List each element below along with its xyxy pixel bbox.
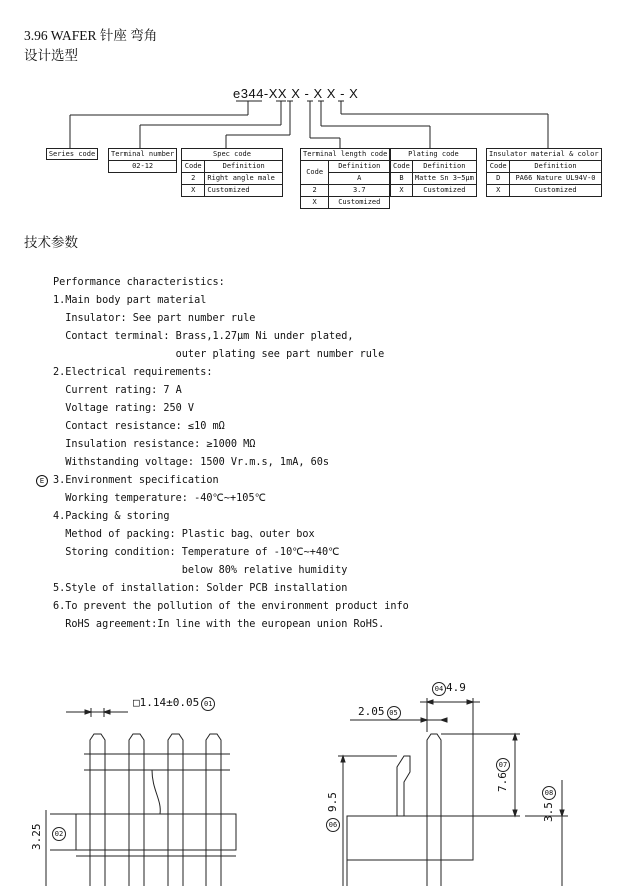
pitch-dimension <box>133 696 215 711</box>
mark-06-icon: 06 <box>326 818 340 832</box>
section-title: 技术参数 <box>24 235 78 251</box>
terminal-length-table <box>300 148 390 209</box>
performance-line: outer plating see part number rule <box>53 349 385 360</box>
environment-mark-icon: E <box>36 475 48 487</box>
length-head-def: Definition <box>329 161 390 173</box>
performance-line: Storing condition: Temperature of -10℃~+40℃ <box>53 547 340 558</box>
performance-line: 2.Electrical requirements: <box>53 367 213 378</box>
performance-line: 6.To prevent the pollution of the environment product info <box>53 601 409 612</box>
plating-row-def: Customized <box>412 185 476 197</box>
length-table-title: Terminal length code <box>301 149 390 161</box>
page-title: 3.96 WAFER 针座 弯角 <box>24 28 158 43</box>
pn-x2: X <box>291 86 301 101</box>
performance-line: Insulation resistance: ≥1000 MΩ <box>53 439 256 450</box>
spec-row-def: Customized <box>205 185 283 197</box>
height-dimension-value: 3.25 <box>30 823 43 850</box>
insulator-row-code: D <box>487 173 510 185</box>
performance-line: Withstanding voltage: 1500 Vr.m.s, 1mA, 60s <box>53 457 330 468</box>
performance-line: 3.Environment specification <box>53 475 219 486</box>
performance-line: below 80% relative humidity <box>53 565 348 576</box>
height-dimension <box>30 818 44 858</box>
dimension-3-5-value: 3.5 <box>542 802 555 822</box>
plating-table-title: Plating code <box>391 149 477 161</box>
performance-heading: Performance characteristics: <box>53 277 225 288</box>
terminal-number-box <box>108 148 177 173</box>
performance-line: Insulator: See part number rule <box>53 313 256 324</box>
insulator-head-def: Definition <box>510 161 601 173</box>
spec-head-code: Code <box>182 161 205 173</box>
spec-row-code: 2 <box>182 173 205 185</box>
part-number-code <box>233 86 358 101</box>
dimension-4-9-value: 4.9 <box>446 681 466 694</box>
performance-line: RoHS agreement:In line with the european union RoHS. <box>53 619 385 630</box>
spec-head-def: Definition <box>205 161 283 173</box>
technical-drawing <box>0 670 641 886</box>
length-head-code: Code <box>301 161 329 185</box>
performance-line: Contact resistance: ≤10 mΩ <box>53 421 225 432</box>
mark-08-icon: 08 <box>542 786 556 800</box>
pn-x1: XX <box>268 86 288 101</box>
dimension-7-6-value: 7.6 <box>496 772 509 792</box>
series-code-box: Series code <box>46 148 98 160</box>
performance-line: 4.Packing & storing <box>53 511 170 522</box>
pn-sep: - <box>340 86 345 101</box>
page-subtitle: 设计选型 <box>24 48 78 64</box>
pn-x5: X <box>349 86 359 101</box>
performance-line: Method of packing: Plastic bag、outer box <box>53 529 315 540</box>
length-row-def: A <box>329 173 390 185</box>
insulator-material-table <box>486 148 602 197</box>
dimension-9-5-value: 9.5 <box>326 792 339 812</box>
pn-sep: - <box>304 86 310 101</box>
dimension-3-5 <box>542 788 556 858</box>
pn-x3: X <box>313 86 323 101</box>
mark-02-icon: 02 <box>52 827 66 841</box>
spec-row-def: Right angle male <box>205 173 283 185</box>
spec-row-code: X <box>182 185 205 197</box>
plating-head-def: Definition <box>412 161 476 173</box>
part-number-diagram <box>0 80 641 215</box>
dimension-2-05-value: 2.05 <box>358 705 385 718</box>
mark-01-icon: 01 <box>201 697 215 711</box>
pn-x4: X <box>326 86 336 101</box>
dimension-2-05 <box>358 705 401 720</box>
insulator-row-def: PA66 Nature UL94V-0 <box>510 173 601 185</box>
performance-line: Contact terminal: Brass,1.27μm Ni under plated, <box>53 331 354 342</box>
terminal-number-value: 02-12 <box>109 161 177 173</box>
performance-line: Working temperature: -40℃~+105℃ <box>53 493 267 504</box>
performance-line: 5.Style of installation: Solder PCB installation <box>53 583 348 594</box>
insulator-row-def: Customized <box>510 185 601 197</box>
performance-line: 1.Main body part material <box>53 295 207 306</box>
terminal-number-label: Terminal number <box>109 149 177 161</box>
pn-prefix: e344 <box>233 86 264 101</box>
pitch-dimension-value: □1.14±0.05 <box>133 696 200 709</box>
insulator-row-code: X <box>487 185 510 197</box>
plating-row-def: Matte Sn 3~5μm <box>412 173 476 185</box>
dimension-9-5 <box>326 788 340 858</box>
spec-table-title: Spec code <box>182 149 283 161</box>
plating-row-code: X <box>391 185 413 197</box>
mark-07-icon: 07 <box>496 758 510 772</box>
plating-head-code: Code <box>391 161 413 173</box>
mark-05-icon: 05 <box>387 706 401 720</box>
plating-code-table <box>390 148 477 197</box>
plating-row-code: B <box>391 173 413 185</box>
performance-line: Current rating: 7 A <box>53 385 182 396</box>
insulator-table-title: Insulator material & color <box>487 149 602 161</box>
insulator-head-code: Code <box>487 161 510 173</box>
dimension-7-6 <box>496 760 510 830</box>
spec-code-table <box>181 148 283 197</box>
length-row-code: 2 <box>301 185 329 197</box>
pn-sep: - <box>263 86 269 101</box>
length-row-def: Customized <box>329 197 390 209</box>
length-row-def: 3.7 <box>329 185 390 197</box>
mark-04-icon: 04 <box>432 682 446 696</box>
performance-line: Voltage rating: 250 V <box>53 403 195 414</box>
dimension-4-9 <box>432 681 466 696</box>
length-row-code: X <box>301 197 329 209</box>
